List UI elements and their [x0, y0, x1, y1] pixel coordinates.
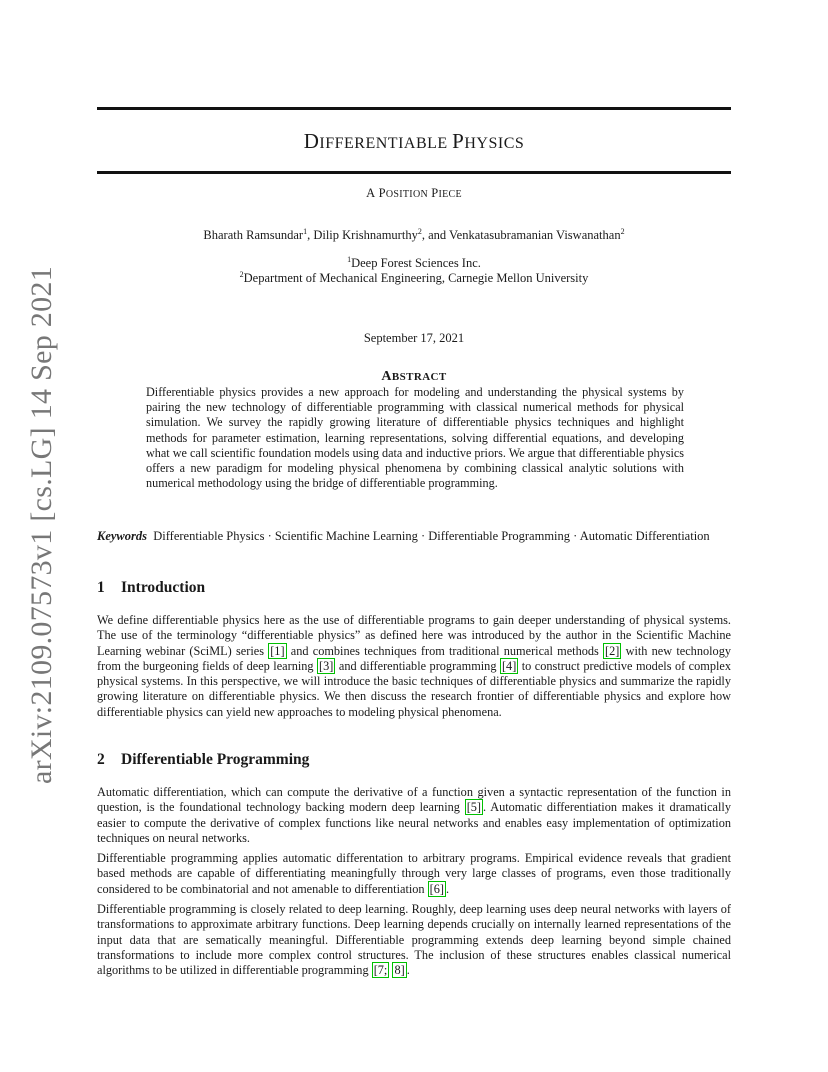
author-list: Bharath Ramsundar$^1$, Dilip Krishnamurthy$^2$, and Venkatasubramanian Viswanathan$^2$ [203, 227, 625, 242]
paper-title: DIFFERENTIABLE PHYSICS [303, 129, 525, 153]
paper-subtitle: A POSITION PIECE [366, 186, 462, 200]
keywords-text: Differentiable Physics · Scientific Machine Learning · Differentiable Programming · Automatic Differentiation [153, 529, 710, 543]
arxiv-stamp: arXiv:2109.07573v1 [cs.LG] 14 Sep 2021 [25, 265, 58, 785]
intro-paragraph: We define differentiable physics here as the use of differentiable programs to gain deeper understanding of physical systems. The use of the terminology “differentiable physics” as defined here was introduced by the author in the Scientific Machine Learning webinar (SciML) series [1] and combines techniques from traditional numerical methods [2] with new technology from the burgeoning fields of deep learning [3] and differentiable programming [4] to construct predictive models of complex physical systems. In this perspective, we will introduce the basic techniques of differentiable physics and summarize the rapidly growing literature on differentiable physics. We then discuss the research frontier of differentiable physics and explore how differentiable physics can yield new approaches to modeling physical phenomena. [97, 613, 731, 719]
keywords-label: Keywords [97, 529, 147, 543]
body-paragraph: Automatic differentiation, which can compute the derivative of a function given a syntactic representation of the function in question, is the foundational technology backing modern deep learning [5] . Automatic differentiation makes it dramatically easier to compute the derivative of complex functions like neural networks and enables easy implementation of optimization techniques on neural networks. [97, 785, 731, 845]
citation-link[interactable]: [5] [466, 800, 482, 815]
affiliation: $^2$Department of Mechanical Engineering, Carnegie Mellon University [239, 270, 589, 285]
citation-link[interactable]: 8] [394, 963, 405, 978]
citation-link[interactable]: [4] [501, 658, 517, 673]
body-paragraph: Differentiable programming applies automatic differentation to arbitrary programs. Empirical evidence reveals that gradient based methods are capable of differentiating meaningfully through very large classes of programs, even those traditionally considered to be combinatorial and not amenable to differentiation [6] . [97, 851, 731, 896]
citation-link[interactable]: [7; [373, 963, 388, 978]
author-name: Dilip Krishnamurthy [313, 228, 418, 242]
keywords [97, 529, 731, 544]
author-name: Bharath Ramsundar [203, 228, 304, 242]
abstract-text: Differentiable physics provides a new approach for modeling and understanding the physical systems by pairing the new technology of differentiable programming with classical numerical methods for physical simulation. We survey the rapidly growing literature of differentiable physics techniques and highlight methods for parameter estimation, learning representations, solving differential equations, and developing what we call scientific foundation models using data and inductive priors. We argue that differentiable physics offers a new paradigm for modeling physical phenomena by combining classical analytic solutions with numerical methodology using the bridge of differentiable programming. [146, 385, 684, 491]
section-heading-introduction: 1 Introduction [97, 579, 206, 596]
citation-link[interactable]: [3] [319, 658, 334, 673]
citation-link[interactable]: [6] [429, 881, 444, 896]
abstract-heading: ABSTRACT [381, 369, 447, 384]
author-name: Venkatasubramanian Viswanathan [449, 228, 621, 242]
section-heading-differentiable-programming: 2 Differentiable Programming [97, 751, 310, 768]
title-rule-top [97, 107, 731, 110]
citation-link[interactable]: [1] [270, 643, 285, 658]
body-paragraph: Differentiable programming is closely related to deep learning. Roughly, deep learning uses deep neural networks with layers of transformations to approximate arbitrary functions. Deep learning depends crucially on internally learned representations of the input data that are sematically meaningful. Differentiable programming extends deep learning beyond simple chained transformations to include more complex control structures. The inclusion of these structures enables classical numerical algorithms to be utilized in differentiable programming [7; 8] . [97, 902, 731, 978]
paper-date: September 17, 2021 [363, 331, 465, 345]
title-rule-bottom [97, 171, 731, 174]
citation-link[interactable]: [2] [605, 643, 620, 658]
affiliation: $^1$Deep Forest Sciences Inc. [347, 255, 481, 270]
